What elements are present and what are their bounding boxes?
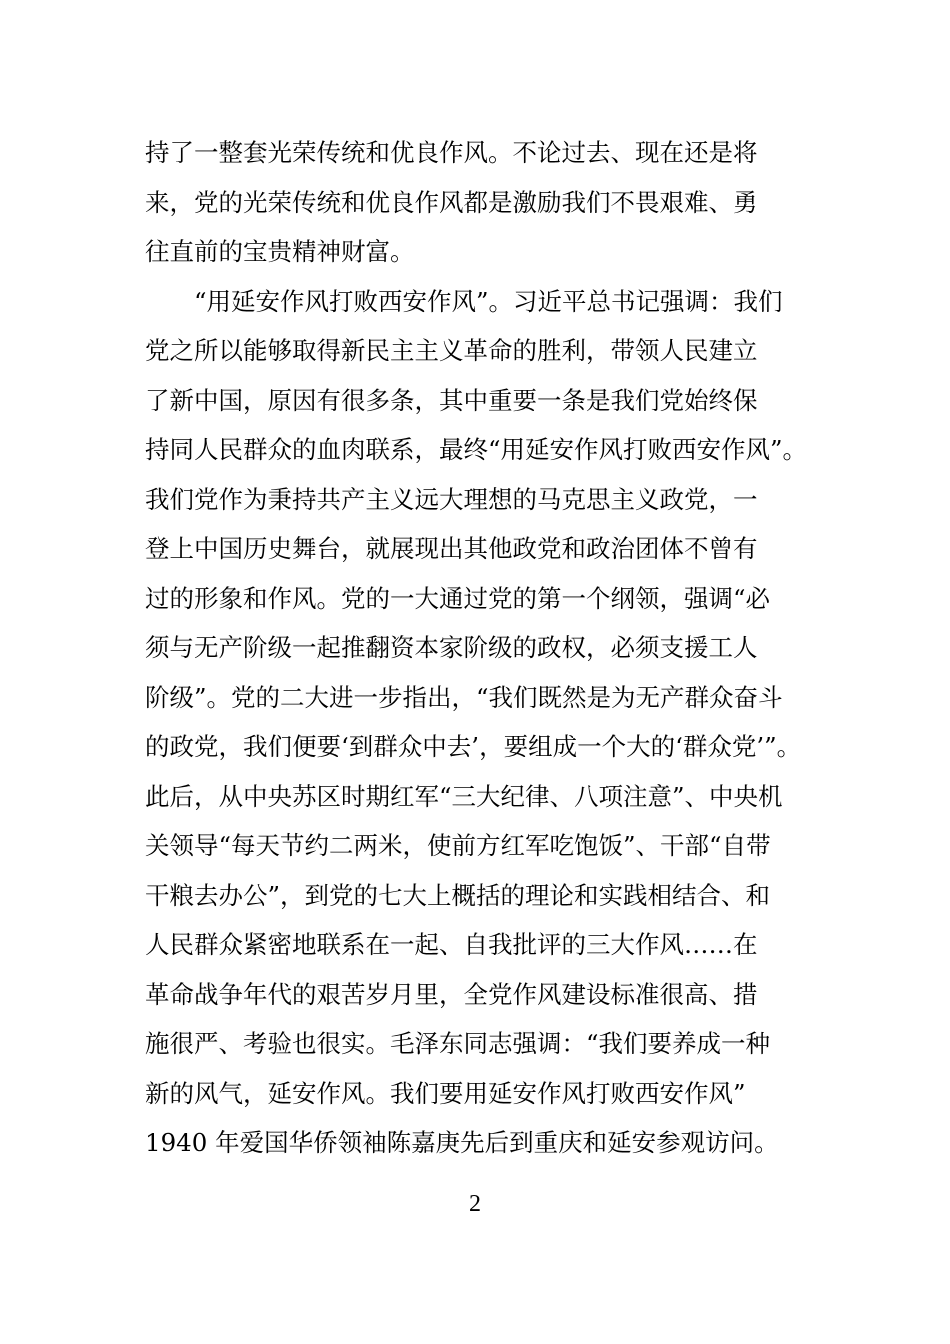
paragraph-start-line: “用延安作风打败西安作风”。习近平总书记强调：我们 bbox=[194, 286, 783, 316]
text-line: 此后，从中央苏区时期红军“三大纪律、八项注意”、中央机 bbox=[145, 781, 783, 811]
text-line: 了新中国，原因有很多条，其中重要一条是我们党始终保 bbox=[145, 385, 758, 415]
text-line: 来，党的光荣传统和优良作风都是激励我们不畏艰难、勇 bbox=[145, 187, 758, 217]
text-line: 施很严、考验也很实。毛泽东同志强调：“我们要养成一种 bbox=[145, 1029, 771, 1058]
text-line: 持了一整套光荣传统和优良作风。不论过去、现在还是将 bbox=[145, 138, 758, 167]
page-number: 2 bbox=[469, 1191, 481, 1217]
text-line: 关领导“每天节约二两米，使前方红军吃饱饭”、干部“自带 bbox=[145, 831, 771, 860]
text-line: 新的风气，延安作风。我们要用延安作风打败西安作风” bbox=[145, 1078, 746, 1108]
text-line: 人民群众紧密地联系在一起、自我批评的三大作风……在 bbox=[145, 930, 758, 959]
text-line: 1940 年爱国华侨领袖陈嘉庚先后到重庆和延安参观访问。 bbox=[145, 1128, 779, 1157]
text-line: 干粮去办公”，到党的七大上概括的理论和实践相结合、和 bbox=[145, 880, 771, 910]
text-line: 的政党，我们便要‘到群众中去’，要组成一个大的‘群众党’”。 bbox=[145, 732, 802, 761]
body-text bbox=[145, 128, 815, 1168]
text-line: 持同人民群众的血肉联系，最终“用延安作风打败西安作风”。 bbox=[145, 435, 808, 464]
text-line: 过的形象和作风。党的一大通过党的第一个纲领，强调“必 bbox=[145, 583, 771, 613]
text-line: 党之所以能够取得新民主主义革命的胜利，带领人民建立 bbox=[145, 336, 758, 365]
text-line: 阶级”。党的二大进一步指出，“我们既然是为无产群众奋斗 bbox=[145, 682, 783, 712]
text-line: 我们党作为秉持共产主义远大理想的马克思主义政党，一 bbox=[145, 484, 758, 514]
text-line: 登上中国历史舞台，就展现出其他政党和政治团体不曾有 bbox=[145, 534, 758, 563]
text-line: 往直前的宝贵精神财富。 bbox=[145, 237, 415, 266]
text-line: 革命战争年代的艰苦岁月里，全党作风建设标准很高、措 bbox=[145, 979, 758, 1009]
text-line: 须与无产阶级一起推翻资本家阶级的政权，必须支援工人 bbox=[145, 633, 758, 662]
